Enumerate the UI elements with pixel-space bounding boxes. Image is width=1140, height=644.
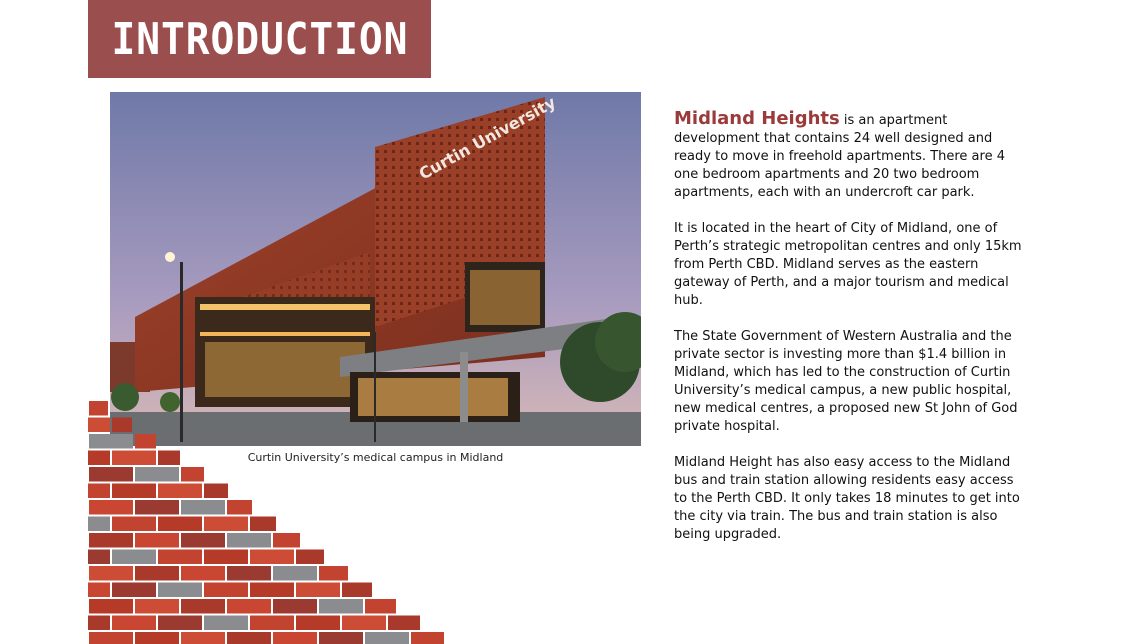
- brick: [273, 599, 317, 614]
- paragraph-1: [674, 110, 1022, 202]
- brick: [135, 467, 179, 482]
- brick: [204, 616, 248, 631]
- paragraph-3: The State Government of Western Australia and the private sector is investing more than $1.4 billion in Midland, which has led to the construction of Curtin University’s medical campus, a new public hospital, new medical centres, a proposed new St John of God private hospital.: [674, 329, 1018, 434]
- brick: [158, 550, 202, 565]
- brick: [319, 566, 348, 581]
- brick: [88, 484, 110, 499]
- brick: [158, 517, 202, 532]
- photo-caption: Curtin University’s medical campus in Midland: [247, 451, 504, 464]
- brick: [204, 583, 248, 598]
- paragraph-2: It is located in the heart of City of Midland, one of Perth’s strategic metropolitan centres and only 15km from Perth CBD. Midland serves as the eastern gateway of Perth, and a major tourism and medical hub.: [674, 221, 1022, 308]
- brick: [365, 632, 409, 644]
- brick: [158, 583, 202, 598]
- brick: [250, 616, 294, 631]
- brick: [319, 599, 363, 614]
- campus-photo: [110, 92, 641, 446]
- brick: [296, 616, 340, 631]
- brick: [88, 418, 110, 433]
- brick: [135, 533, 179, 548]
- brick: [296, 583, 340, 598]
- brick: [89, 599, 133, 614]
- brick: [204, 550, 248, 565]
- brick: [342, 583, 372, 598]
- brick-staircase-decoration: [88, 400, 458, 644]
- building-sign-text: Curtin University: [415, 92, 559, 184]
- brick: [112, 517, 156, 532]
- brick: [204, 517, 248, 532]
- brick: [181, 533, 225, 548]
- brick: [89, 500, 133, 515]
- brick: [181, 566, 225, 581]
- brick: [273, 533, 300, 548]
- brick: [112, 583, 156, 598]
- brick: [411, 632, 444, 644]
- brick: [88, 550, 110, 565]
- brick: [227, 632, 271, 644]
- brick: [158, 616, 202, 631]
- brick: [342, 616, 386, 631]
- project-name: Midland Heights: [674, 108, 840, 129]
- intro-text: [674, 110, 1022, 562]
- brick: [204, 484, 228, 499]
- brick: [88, 517, 110, 532]
- brick: [135, 434, 156, 449]
- brick: [273, 566, 317, 581]
- brick: [365, 599, 396, 614]
- brick: [112, 616, 156, 631]
- paragraph-4: Midland Height has also easy access to the Midland bus and train station allowing residents easy access to the Perth CBD. It only takes 18 minutes to get into the city via train. The bus and train station is also being upgraded.: [674, 455, 1020, 542]
- brick: [227, 566, 271, 581]
- brick: [227, 533, 271, 548]
- brick: [135, 599, 179, 614]
- brick: [135, 566, 179, 581]
- brick: [89, 401, 108, 416]
- brick: [89, 566, 133, 581]
- brick: [227, 599, 271, 614]
- brick: [181, 500, 225, 515]
- brick: [388, 616, 420, 631]
- brick: [273, 632, 317, 644]
- brick: [112, 484, 156, 499]
- brick: [88, 583, 110, 598]
- brick: [89, 467, 133, 482]
- brick: [112, 418, 132, 433]
- brick: [112, 550, 156, 565]
- brick: [296, 550, 324, 565]
- brick: [88, 616, 110, 631]
- brick: [135, 500, 179, 515]
- brick: [250, 550, 294, 565]
- brick: [250, 583, 294, 598]
- brick: [250, 517, 276, 532]
- brick: [89, 632, 133, 644]
- title-banner: [88, 0, 431, 78]
- brick: [88, 451, 110, 466]
- paragraph-1-text: is an apartment development that contains 24 well designed and ready to move in freehold apartments. There are 4 one bedroom apartments and 20 two bedroom apartments, each with an undercroft car park.: [674, 113, 1005, 200]
- brick: [319, 632, 363, 644]
- brick: [89, 434, 133, 449]
- brick: [227, 500, 252, 515]
- brick: [181, 632, 225, 644]
- brick: [89, 533, 133, 548]
- brick: [181, 599, 225, 614]
- brick: [135, 632, 179, 644]
- page-title: INTRODUCTION: [111, 13, 408, 65]
- brick: [158, 484, 202, 499]
- brick: [181, 467, 204, 482]
